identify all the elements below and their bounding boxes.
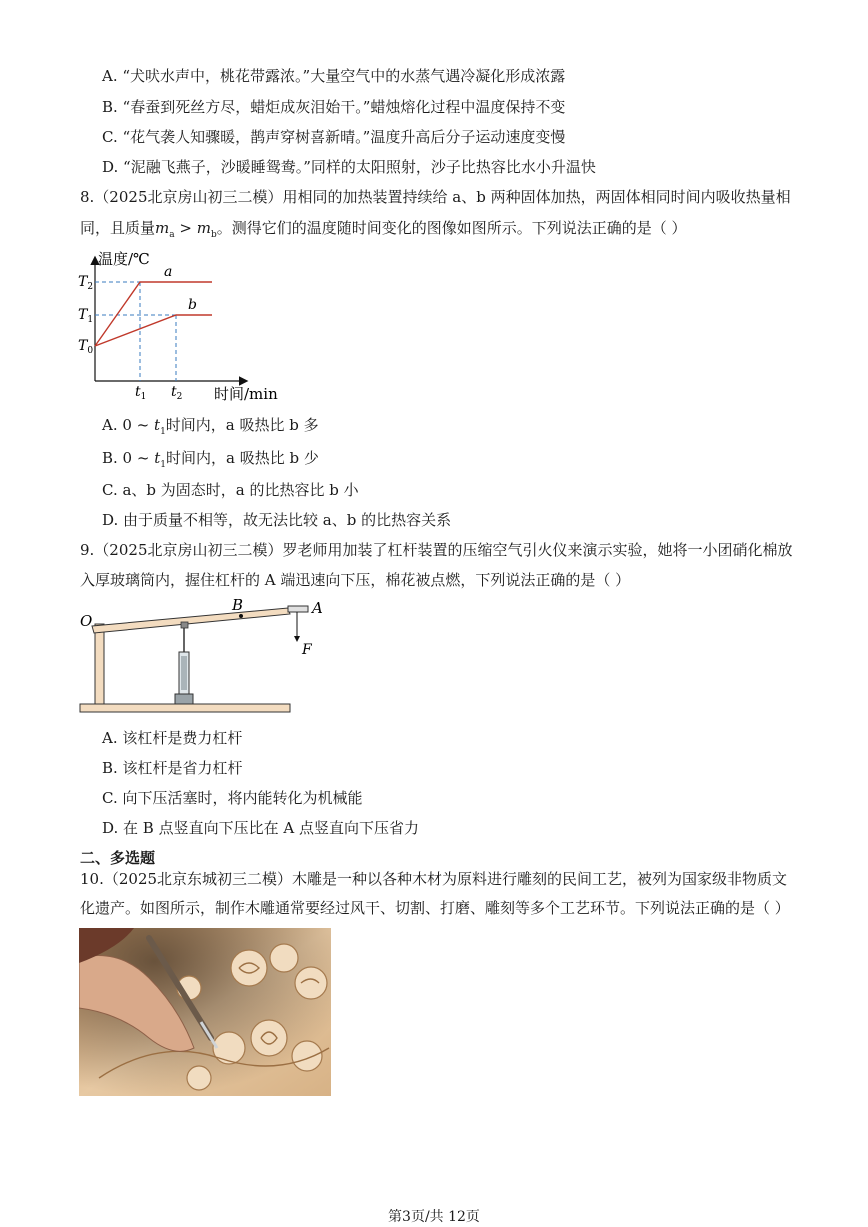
q8-option-d: D. 由于质量不相等，故无法比较 a、b 的比热容关系 bbox=[102, 511, 452, 529]
q9-stem-line2: 入厚玻璃筒内，握住杠杆的 A 端迅速向下压，棉花被点燃，下列说法正确的是（ ） bbox=[80, 571, 631, 589]
q7-option-d: D. “泥融飞燕子，沙暖睡鸳鸯。”同样的太阳照射，沙子比热容比水小升温快 bbox=[102, 158, 596, 176]
label-A: A bbox=[312, 599, 323, 617]
wood-carving-photo bbox=[79, 928, 331, 1096]
q9-option-a: A. 该杠杆是费力杠杆 bbox=[102, 729, 243, 747]
label-F: F bbox=[302, 642, 312, 658]
graph-ylabel: 温度/℃ bbox=[98, 250, 150, 268]
q10-stem-line2: 化遗产。如图所示，制作木雕通常要经过风干、切割、打磨、雕刻等多个工艺环节。下列说法正确的是（ ） bbox=[80, 899, 790, 917]
label-B: B bbox=[232, 596, 244, 614]
q7-option-b: B. “春蚕到死丝方尽，蜡炬成灰泪始干。”蜡烛熔化过程中温度保持不变 bbox=[102, 98, 566, 116]
q9-option-c: C. 向下压活塞时，将内能转化为机械能 bbox=[102, 789, 363, 807]
q8-option-a: A. 0 ~ $t_1$时间内，a 吸热比 b 多 bbox=[102, 416, 319, 437]
label-T0: $T_0$ bbox=[78, 338, 94, 356]
label-O: O bbox=[80, 612, 93, 630]
q7-option-a: A. “犬吠水声中，桃花带露浓。”大量空气中的水蒸气遇冷凝化形成浓露 bbox=[102, 67, 566, 85]
label-a: a bbox=[164, 264, 173, 280]
q8-stem-line2: 同，且质量$m_a > m_b$。测得它们的温度随时间变化的图像如图所示。下列说法正确的是（ ） bbox=[80, 219, 687, 240]
q8-option-c: C. a、b 为固态时，a 的比热容比 b 小 bbox=[102, 481, 359, 499]
q7-option-c: C. “花气袭人知骤暖，鹊声穿树喜新晴。”温度升高后分子运动速度变慢 bbox=[102, 128, 566, 146]
q10-stem-line1: 10.（2025北京东城初三二模）木雕是一种以各种木材为原料进行雕刻的民间工艺，被列为国家级非物质文 bbox=[80, 870, 788, 888]
line-b bbox=[95, 315, 212, 346]
q8-option-b: B. 0 ~ $t_1$时间内，a 吸热比 b 少 bbox=[102, 449, 319, 470]
label-T2: $T_2$ bbox=[78, 274, 94, 292]
graph-xlabel: 时间/min bbox=[214, 385, 278, 403]
q9-stem-line1: 9.（2025北京房山初三二模）罗老师用加装了杠杆装置的压缩空气引火仪来演示实验，她将一小团硝化棉放 bbox=[80, 541, 793, 559]
label-t1: $t_1$ bbox=[135, 384, 147, 402]
label-T1: $T_1$ bbox=[78, 307, 94, 325]
temperature-time-graph bbox=[74, 246, 294, 404]
lever-bar bbox=[92, 608, 290, 633]
label-t2: $t_2$ bbox=[171, 384, 183, 402]
q8-stem-line1: 8.（2025北京房山初三二模）用相同的加热装置持续给 a、b 两种固体加热，两固体相同时间内吸收热量相 bbox=[80, 188, 791, 206]
line-a bbox=[95, 282, 212, 346]
lever-fire-piston-figure bbox=[78, 596, 328, 716]
q9-option-b: B. 该杠杆是省力杠杆 bbox=[102, 759, 243, 777]
section-title: 二、多选题 bbox=[80, 849, 156, 867]
page-number: 第3页/共 12页 bbox=[388, 1209, 480, 1225]
q9-option-d: D. 在 B 点竖直向下压比在 A 点竖直向下压省力 bbox=[102, 819, 419, 837]
label-b: b bbox=[188, 297, 197, 313]
